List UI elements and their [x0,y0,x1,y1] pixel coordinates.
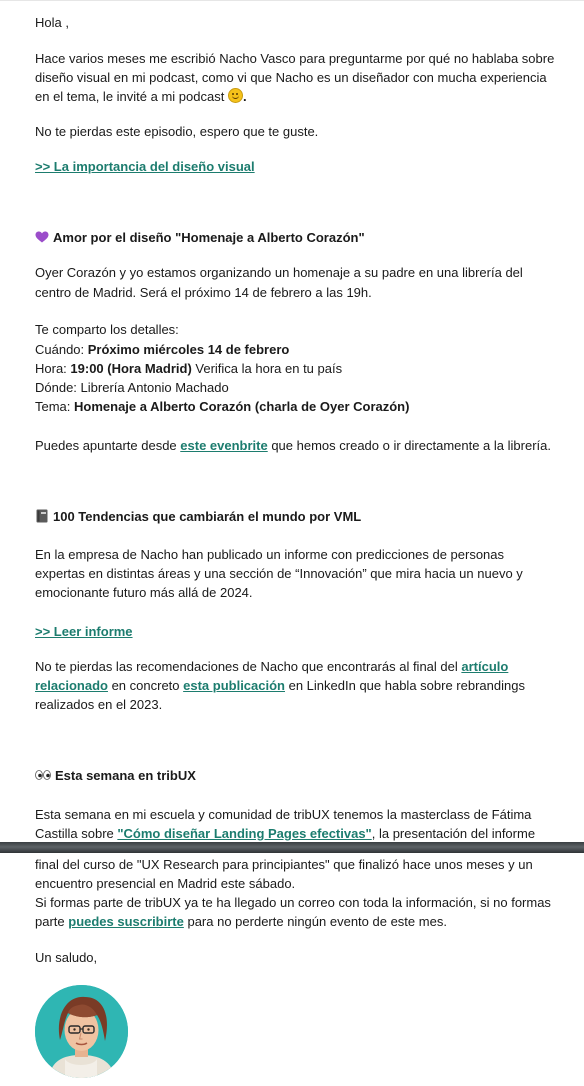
intro-line-2: diseño visual en mi podcast, como vi que Nacho es un diseñador con mucha experiencia [35,70,547,85]
grinning-face-icon [228,88,243,103]
subscribe-link[interactable]: puedes suscribirte [68,914,184,929]
intro-line-3: en el tema, le invité a mi podcast . [35,89,247,104]
tribux-line-6: parte puedes suscribirte para no perderte ningún evento de este mes. [35,914,447,929]
section-tendencias-title: 100 Tendencias que cambiarán el mundo por VML [35,507,361,527]
homenaje-body-line-1: Oyer Corazón y yo estamos organizando un homenaje a su padre en una librería del [35,265,523,280]
recommendations-line-3: realizados en el 2023. [35,697,163,712]
tendencias-body-line-1: En la empresa de Nacho han publicado un informe con predicciones de personas [35,547,505,562]
read-report-link[interactable]: >> Leer informe [35,624,133,639]
detail-time: Hora: 19:00 (Hora Madrid) Verifica la hora en tu país [35,361,343,376]
detail-when: Cuándo: Próximo miércoles 14 de febrero [35,342,290,357]
homenaje-body-line-2: centro de Madrid. Será el próximo 14 de febrero a las 19h. [35,285,372,300]
tendencias-body-line-3: emocionante futuro más allá de 2024. [35,585,253,600]
notebook-icon [35,509,49,523]
read-report-line [35,622,133,642]
purple-heart-icon [35,231,49,243]
related-article-link-continued[interactable]: relacionado [35,678,108,693]
portrait-illustration [35,985,128,1078]
detail-topic: Tema: Homenaje a Alberto Corazón (charla de Oyer Corazón) [35,399,410,414]
detail-where: Dónde: Librería Antonio Machado [35,380,229,395]
signup-line: Puedes apuntarte desde este evenbrite que hemos creado o ir directamente a la librería. [35,438,551,453]
eventbrite-link[interactable]: este evenbrite [180,438,268,453]
recommendations-line-2: relacionado en concreto esta publicación en LinkedIn que habla sobre rebrandings [35,678,525,693]
dont-miss-text: No te pierdas este episodio, espero que te guste. [35,124,319,139]
tendencias-body-line-2: expertas en distintas áreas y una sección de “Innovación” que mira hacia un nuevo y [35,566,523,581]
author-avatar [35,985,128,1078]
related-article-link[interactable]: artículo [461,659,509,674]
greeting: Hola , [35,15,69,30]
tribux-line-5: Si formas parte de tribUX ya te ha llegado un correo con toda la información, si no formas [35,895,551,910]
linkedin-post-link[interactable]: esta publicación [183,678,285,693]
podcast-episode-link[interactable]: >> La importancia del diseño visual [35,159,255,174]
podcast-link-line [35,157,255,177]
screenshot-divider-bar [0,842,584,853]
tribux-line-3: final del curso de "UX Research para principiantes" que finalizó hace unos meses y un [35,857,533,872]
eyes-icon [35,770,51,780]
signoff: Un saludo, [35,950,98,965]
section-tribux-title: Esta semana en tribUX [35,766,196,786]
section-homenaje-title: Amor por el diseño "Homenaje a Alberto Corazón" [35,228,365,248]
tribux-line-1: Esta semana en mi escuela y comunidad de tribUX tenemos la masterclass de Fátima [35,807,532,822]
recommendations-line-1: No te pierdas las recomendaciones de Nacho que encontrarás al final del artículo [35,659,509,674]
landing-pages-masterclass-link[interactable]: "Cómo diseñar Landing Pages efectivas" [117,826,372,841]
intro-line-1: Hace varios meses me escribió Nacho Vasco para preguntarme por qué no hablaba sobre [35,51,555,66]
tribux-line-4: encuentro presencial en Madrid este sábado. [35,876,296,891]
details-intro: Te comparto los detalles: [35,322,179,337]
tribux-line-2: Castilla sobre "Cómo diseñar Landing Pages efectivas", la presentación del informe [35,826,536,841]
top-border [0,0,584,1]
